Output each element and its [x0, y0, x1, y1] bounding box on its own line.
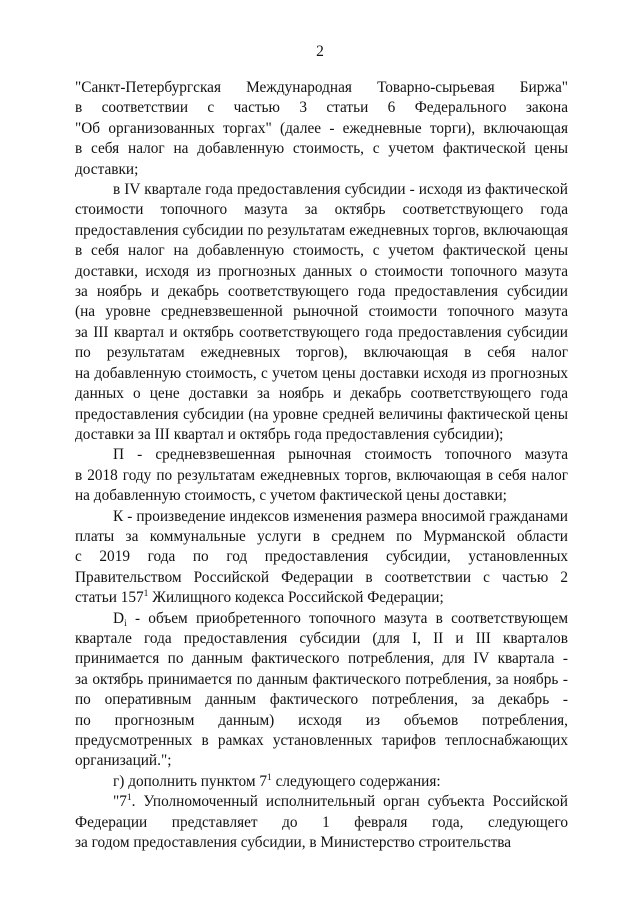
paragraph	[75, 445, 568, 506]
text-line: (на уровне средневзвешенной рыночной стоимости топочного мазута	[75, 303, 568, 321]
text-line: "$7^1$. Уполномоченный исполнительный орган субъекта Российской	[113, 793, 568, 811]
text-line: предоставления субсидии (на уровне средней величины фактической цены	[75, 405, 568, 423]
text-line: г) дополнить пунктом $7^1$ следующего содержания:	[113, 772, 441, 790]
text-line: статьи $157^1$ Жилищного кодекса Российской Федерации;	[75, 589, 444, 607]
paragraph	[75, 609, 568, 772]
text-line: доставки;	[75, 160, 139, 178]
text-line: $D_i$ - объем приобретенного топочного мазута в соответствующем	[113, 609, 568, 629]
text-line: на добавленную стоимость, с учетом цены доставки исходя из прогнозных	[75, 364, 568, 382]
document-body	[75, 78, 568, 853]
paragraph	[75, 772, 568, 792]
text-line: за октябрь принимается по данным фактического потребления, за ноябрь -	[75, 670, 568, 688]
text-line: в себя налог на добавленную стоимость, с учетом фактической цены	[75, 242, 568, 260]
text-line: с 2019 года по год предоставления субсидии, установленных	[75, 548, 568, 566]
paragraph	[75, 78, 568, 180]
text-line: данных о цене доставки за ноябрь и декабрь соответствующего года	[75, 385, 568, 403]
text-line: стоимости топочного мазута за октябрь соответствующего года	[75, 201, 568, 219]
text-line: по прогнозным данным) исходя из объемов потребления,	[75, 711, 568, 729]
text-line: Федерации представляет до 1 февраля года, следующего	[75, 813, 568, 831]
text-line: доставки за III квартал и октябрь года предоставления субсидии);	[75, 425, 504, 443]
text-line: П - средневзвешенная рыночная стоимость топочного мазута	[113, 446, 568, 464]
text-line: "Санкт-Петербургская Международная Товарно-сырьевая Биржа"	[75, 79, 568, 96]
text-line: квартале года предоставления субсидии (для I, II и III кварталов	[75, 629, 568, 647]
paragraph	[75, 180, 568, 445]
text-line: организаций.";	[75, 752, 172, 770]
text-line: Правительством Российской Федерации в соответствии с частью 2	[75, 568, 568, 586]
text-line: в 2018 году по результатам ежедневных торгов, включающая в себя налог	[75, 466, 568, 484]
text-line: доставки, исходя из прогнозных данных о стоимости топочного мазута	[75, 262, 568, 280]
text-line: по оперативным данным фактического потребления, за декабрь -	[75, 691, 568, 709]
text-line: за ноябрь и декабрь соответствующего года предоставления субсидии	[75, 283, 568, 301]
text-line: "Об организованных торгах" (далее - ежедневные торги), включающая	[75, 119, 568, 137]
text-line: К - произведение индексов изменения размера вносимой гражданами	[113, 507, 568, 525]
text-line: в IV квартале года предоставления субсидии - исходя из фактической	[113, 181, 568, 199]
text-line: за III квартал и октябрь соответствующего года предоставления субсидии	[75, 323, 568, 341]
paragraph	[75, 792, 568, 853]
text-line: в себя налог на добавленную стоимость, с учетом фактической цены	[75, 140, 568, 158]
text-line: в соответствии с частью 3 статьи 6 Федерального закона	[75, 99, 568, 117]
text-line: за годом предоставления субсидии, в Министерство строительства	[75, 834, 512, 852]
text-line: предоставления субсидии по результатам ежедневных торгов, включающая	[75, 221, 568, 239]
page-number: 2	[316, 43, 324, 60]
paragraph	[75, 507, 568, 609]
text-line: принимается по данным фактического потребления, для IV квартала -	[75, 650, 568, 668]
text-line: на добавленную стоимость, с учетом фактической цены доставки;	[75, 487, 507, 505]
text-line: по результатам ежедневных торгов), включающая в себя налог	[75, 344, 568, 362]
text-line: платы за коммунальные услуги в среднем по Мурманской области	[75, 527, 568, 545]
text-line: предусмотренных в рамках установленных тарифов теплоснабжающих	[75, 732, 568, 749]
